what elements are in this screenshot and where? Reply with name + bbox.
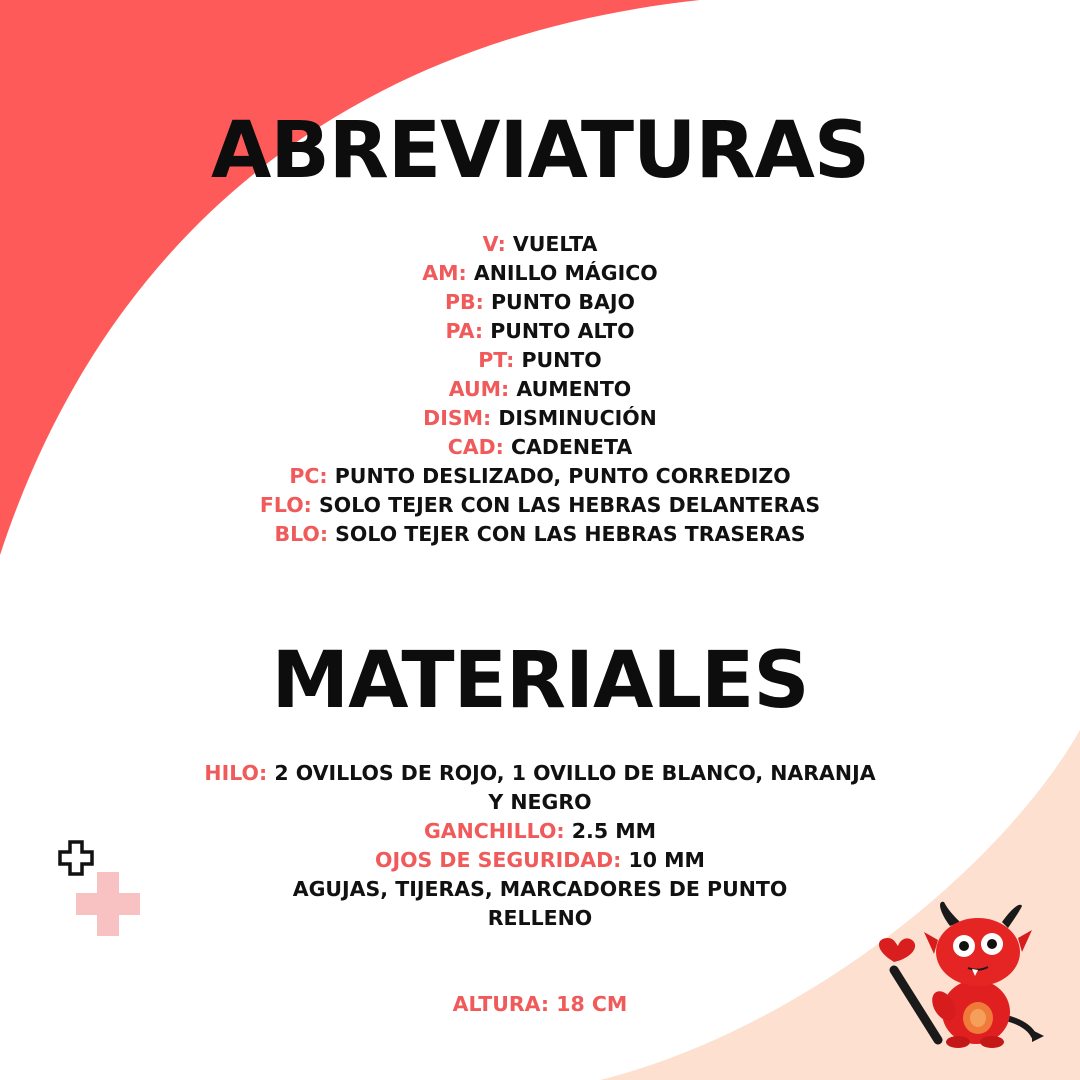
abbreviation-key: AM: <box>422 261 467 285</box>
material-key: GANCHILLO: <box>423 819 565 843</box>
abbreviation-key: PB: <box>445 290 484 314</box>
plus-outline-icon <box>58 840 94 876</box>
abbreviation-row <box>0 462 1080 491</box>
abbreviation-key: DISM: <box>423 406 492 430</box>
abbreviation-key: V: <box>482 232 506 256</box>
abbreviation-row <box>0 375 1080 404</box>
material-row-hilo <box>0 759 1080 788</box>
abbreviations-title: ABREVIATURAS <box>210 106 869 196</box>
material-row-ojos <box>0 846 1080 875</box>
abbreviation-row <box>0 259 1080 288</box>
abbreviation-value: ANILLO MÁGICO <box>473 261 658 285</box>
abbreviation-key: CAD: <box>447 435 504 459</box>
abbreviation-key: AUM: <box>448 377 510 401</box>
abbreviation-key: FLO: <box>259 493 312 517</box>
abbreviation-key: BLO: <box>274 522 329 546</box>
abbreviation-value: AUMENTO <box>516 377 632 401</box>
abbreviation-key: PA: <box>445 319 484 343</box>
abbreviation-value: PUNTO DESLIZADO, PUNTO CORREDIZO <box>334 464 791 488</box>
abbreviations-list <box>0 230 1080 549</box>
abbreviation-value: DISMINUCIÓN <box>498 406 657 430</box>
material-key: HILO: <box>204 761 268 785</box>
material-value: 2 OVILLOS DE ROJO, 1 OVILLO DE BLANCO, NARANJA <box>274 761 876 785</box>
materials-title: MATERIALES <box>271 636 809 726</box>
abbreviation-row <box>0 520 1080 549</box>
abbreviation-row <box>0 346 1080 375</box>
abbreviation-value: CADENETA <box>510 435 633 459</box>
abbreviation-row <box>0 317 1080 346</box>
material-row-relleno: RELLENO <box>487 906 593 930</box>
abbreviation-value: SOLO TEJER CON LAS HEBRAS DELANTERAS <box>319 493 821 517</box>
material-value: 10 MM <box>628 848 705 872</box>
material-row-hilo-cont: Y NEGRO <box>488 790 592 814</box>
abbreviation-row <box>0 230 1080 259</box>
abbreviation-row <box>0 491 1080 520</box>
abbreviation-value: PUNTO <box>521 348 602 372</box>
material-key: OJOS DE SEGURIDAD: <box>375 848 622 872</box>
abbreviation-row <box>0 288 1080 317</box>
abbreviation-value: SOLO TEJER CON LAS HEBRAS TRASERAS <box>335 522 806 546</box>
material-row-ganchillo <box>0 817 1080 846</box>
abbreviation-value: PUNTO BAJO <box>491 290 635 314</box>
abbreviation-value: VUELTA <box>512 232 598 256</box>
abbreviation-row <box>0 433 1080 462</box>
devil-amigurumi-illustration <box>872 900 1052 1050</box>
abbreviation-key: PC: <box>289 464 328 488</box>
height-note: ALTURA: 18 CM <box>452 992 628 1016</box>
abbreviation-row <box>0 404 1080 433</box>
abbreviation-key: PT: <box>478 348 515 372</box>
material-row-tools: AGUJAS, TIJERAS, MARCADORES DE PUNTO <box>292 877 788 901</box>
material-value: 2.5 MM <box>571 819 657 843</box>
abbreviation-value: PUNTO ALTO <box>490 319 635 343</box>
plus-filled-icon <box>76 872 140 936</box>
